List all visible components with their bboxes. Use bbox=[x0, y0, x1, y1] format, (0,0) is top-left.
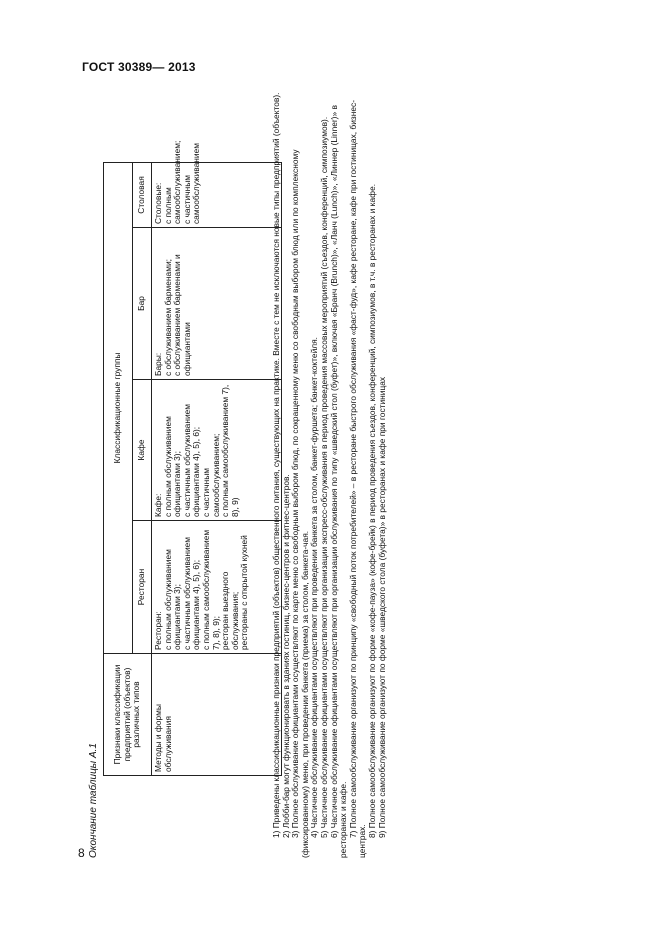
canteen-cell bbox=[152, 140, 282, 227]
cell-line: Столовые: bbox=[153, 182, 163, 224]
footnote: 6) Частичное обслуживание официантами осуществляют при организации обслуживания по типу «шведский стол (буфет)», включая «Бранч (Brunch)», «Ланч (Lunch)», «Линнер (Linner)» в ресторанах и кафе. bbox=[328, 105, 349, 858]
classification-table bbox=[103, 140, 282, 776]
cell-line: с полным самообслуживанием 7), 8), 9) bbox=[220, 384, 240, 517]
cell-line: с частичным самообслуживанием; bbox=[200, 433, 221, 517]
cell-line: с обслуживанием барменами и официантами bbox=[172, 254, 192, 376]
cell-line: с полным самообслуживанием; bbox=[162, 140, 183, 224]
bar-cell bbox=[152, 228, 282, 380]
footnote: 8) Полное самообслуживание организуют по форме «кофе-пауза» (кофе-брейк) в период проведения съездов, конференций, симпозиумов, в т.ч. в ресторанах и кафе. bbox=[366, 183, 377, 838]
groups-header: Классификационные группы bbox=[104, 162, 133, 653]
cafe-cell bbox=[152, 380, 282, 521]
cell-line: с полным обслуживанием официантами 3); bbox=[162, 549, 183, 650]
cell-line: с полным самообслуживанием 7), 8), 9); bbox=[200, 529, 221, 650]
cell-line: с частичным обслуживанием официантами 4), 5), 6); bbox=[181, 403, 202, 517]
cell-line: рестораны с открытой кухней bbox=[239, 535, 250, 650]
criteria-header: Признаки классификации предприятий (объектов) различных типов bbox=[104, 654, 152, 776]
cell-line: ресторан выездного обслуживания; bbox=[220, 571, 240, 650]
page-number: 8 bbox=[78, 846, 85, 860]
footnote: 4) Частичное обслуживание официантами осуществляют при проведении банкета за столом, банкет-фуршета; банкет-коктейля. bbox=[309, 337, 320, 838]
cell-line: с полным обслуживанием официантами 3); bbox=[162, 416, 183, 517]
cell-line: Кафе: bbox=[153, 493, 163, 517]
table-caption: Окончание таблицы А.1 bbox=[88, 743, 99, 858]
footnote: 5) Частичное обслуживание официантами осуществляют при организации экспресс-обслуживания в период проведения массовых мероприятий (съездов, конференций, симпозиумов). bbox=[318, 116, 329, 838]
restaurant-cell bbox=[152, 521, 282, 654]
cell-line: Ресторан: bbox=[153, 611, 163, 650]
restaurant-header: Ресторан bbox=[133, 521, 152, 654]
cell-line: Бары: bbox=[153, 352, 163, 376]
cell-line: с частичным обслуживанием официантами 4), 5), 6); bbox=[181, 536, 202, 650]
document-header: ГОСТ 30389— 2013 bbox=[82, 60, 196, 74]
rotated-table-page bbox=[87, 78, 419, 858]
bar-header: Бар bbox=[133, 228, 152, 380]
cell-line: с обслуживанием барменами; bbox=[162, 259, 173, 376]
cell-line: с частичным самообслуживанием bbox=[181, 143, 202, 224]
footnotes bbox=[272, 78, 387, 858]
footnote: 1) Приведены классификационные признаки предприятий (объектов) общественного питания, существующих на практике. Вместе с тем не исключаются новые типы предприятий (объектов). bbox=[271, 92, 281, 838]
row-label: Методы и формы обслуживания bbox=[152, 654, 282, 776]
footnote: 2) Лобби-бар могут функционировать в зданиях гостиниц, бизнес-центров и фитнес-центров. bbox=[280, 474, 291, 838]
canteen-header: Столовая bbox=[133, 162, 152, 227]
cafe-header: Кафе bbox=[133, 380, 152, 521]
footnote: 7) Полное самообслуживание организуют по принципу «свободный поток потребителей» – в ресторане быстрого обслуживания «фаст-фуд», кафе ресторане, кафе при гостиницах, бизнес-центрах. bbox=[347, 99, 368, 858]
footnote: 9) Полное самообслуживание организуют по форме «шведского стола (буфета)» в ресторанах и кафе при гостиницах bbox=[376, 376, 387, 838]
footnote: 3) Полное обслуживание официантами осуществляют по карте меню со свободным выбором блюд, по сокращенному меню со свободным выбором блюд или по комплексному (фиксированному) меню, при проведении банкета (приема) за столом, банкета-чая. bbox=[290, 149, 310, 858]
